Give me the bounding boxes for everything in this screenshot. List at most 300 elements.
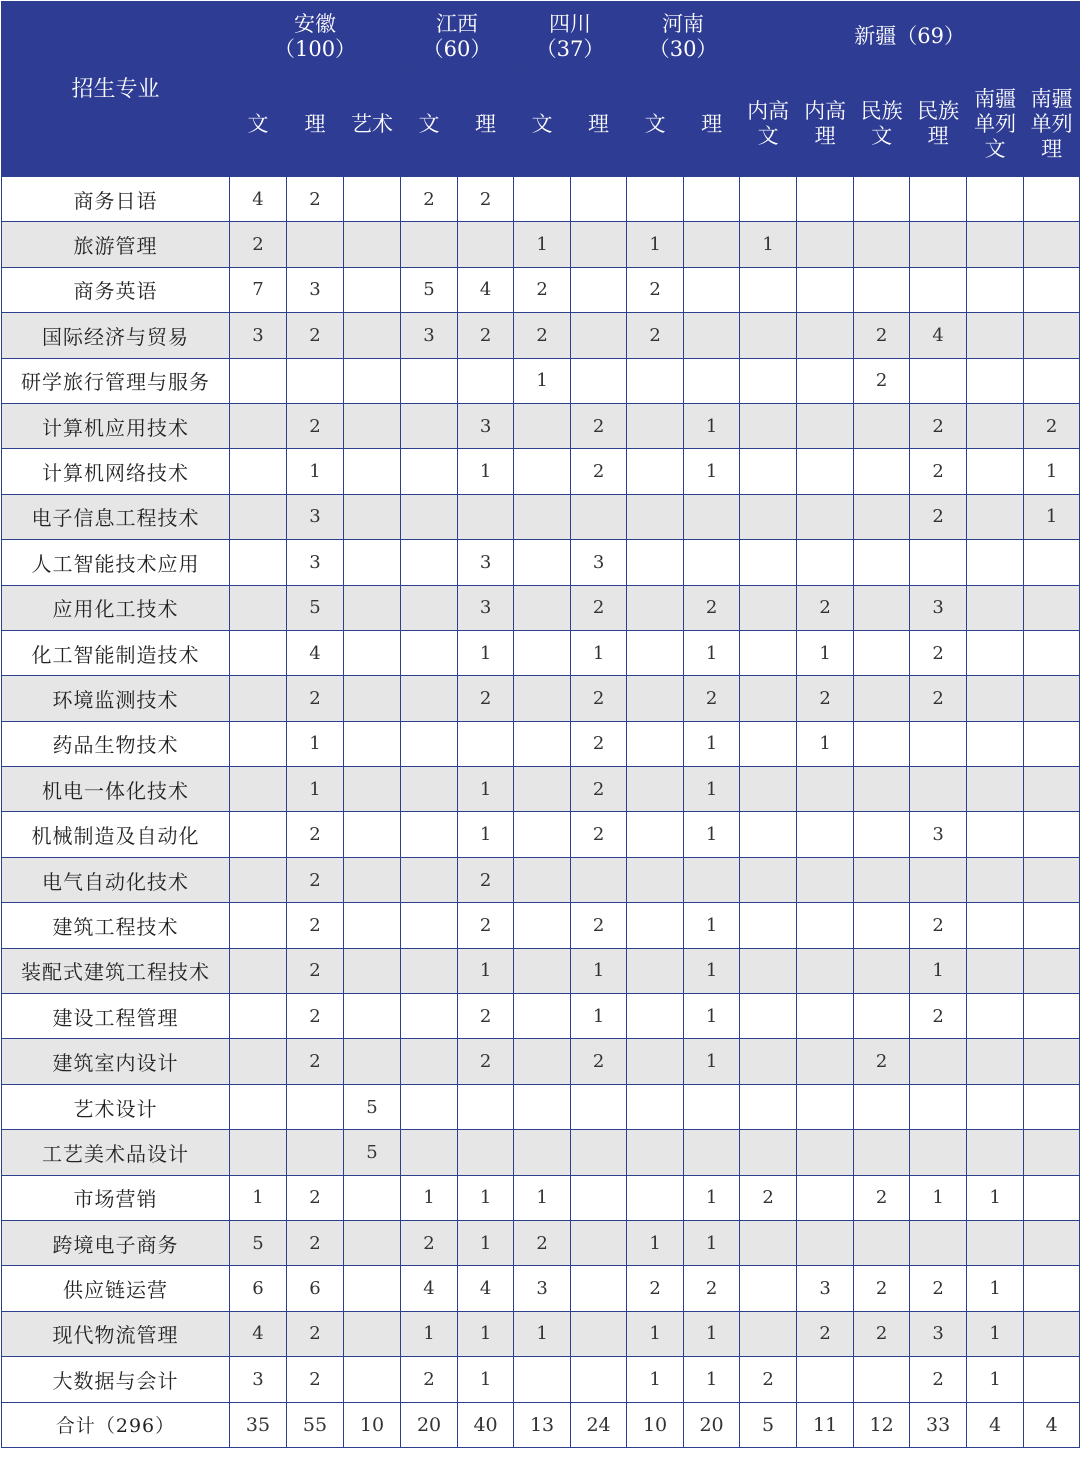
- quota-cell: 11: [797, 1402, 854, 1447]
- quota-cell: [344, 1266, 401, 1311]
- table-row: [2, 1175, 1080, 1220]
- total-row: [2, 1402, 1080, 1447]
- quota-cell: 1: [458, 449, 514, 494]
- quota-cell: [967, 177, 1024, 222]
- quota-cell: [854, 585, 910, 630]
- quota-cell: [740, 767, 797, 812]
- quota-cell: 2: [514, 267, 571, 312]
- subcolumn-header: 内高理: [797, 72, 854, 177]
- quota-cell: [401, 1130, 458, 1175]
- quota-cell: [627, 948, 684, 993]
- quota-cell: 3: [230, 1357, 287, 1402]
- quota-cell: [910, 222, 967, 267]
- quota-cell: 2: [684, 676, 740, 721]
- quota-cell: [571, 1130, 627, 1175]
- quota-cell: [627, 585, 684, 630]
- quota-cell: [344, 177, 401, 222]
- quota-cell: [230, 358, 287, 403]
- major-name-cell: 研学旅行管理与服务: [2, 358, 230, 403]
- quota-cell: 5: [344, 1084, 401, 1129]
- subcolumn-header: 文: [401, 72, 458, 177]
- quota-cell: [684, 358, 740, 403]
- major-name-cell: 药品生物技术: [2, 721, 230, 766]
- quota-cell: [740, 540, 797, 585]
- quota-cell: 1: [230, 1175, 287, 1220]
- quota-cell: [571, 358, 627, 403]
- quota-cell: [684, 1130, 740, 1175]
- quota-cell: [910, 857, 967, 902]
- quota-cell: [740, 494, 797, 539]
- quota-cell: [344, 1311, 401, 1356]
- quota-cell: [514, 1039, 571, 1084]
- quota-cell: 1: [797, 630, 854, 675]
- table-row: [2, 267, 1080, 312]
- quota-cell: [684, 1084, 740, 1129]
- quota-cell: 5: [401, 267, 458, 312]
- quota-cell: 2: [571, 767, 627, 812]
- quota-cell: [230, 403, 287, 448]
- quota-cell: [344, 1175, 401, 1220]
- quota-cell: [967, 948, 1024, 993]
- quota-cell: 1: [627, 1220, 684, 1265]
- quota-cell: 2: [458, 857, 514, 902]
- quota-cell: [967, 267, 1024, 312]
- quota-cell: 2: [627, 313, 684, 358]
- quota-cell: [797, 767, 854, 812]
- quota-cell: 2: [287, 177, 344, 222]
- quota-cell: [458, 1130, 514, 1175]
- quota-cell: [571, 494, 627, 539]
- quota-cell: [287, 222, 344, 267]
- table-body: [2, 177, 1080, 1448]
- quota-cell: 1: [684, 1357, 740, 1402]
- quota-cell: 2: [910, 403, 967, 448]
- province-quota: （100）: [273, 36, 357, 61]
- quota-cell: 3: [230, 313, 287, 358]
- quota-cell: 2: [287, 1039, 344, 1084]
- quota-cell: [740, 721, 797, 766]
- subcolumn-header: 理: [684, 72, 740, 177]
- quota-cell: 2: [627, 267, 684, 312]
- quota-cell: [627, 767, 684, 812]
- quota-cell: [797, 313, 854, 358]
- quota-cell: 1: [287, 767, 344, 812]
- quota-cell: [910, 1039, 967, 1084]
- quota-cell: 1: [458, 812, 514, 857]
- quota-cell: [571, 1266, 627, 1311]
- province-header-jiangxi: [401, 2, 514, 72]
- quota-cell: [401, 540, 458, 585]
- quota-cell: 1: [458, 1175, 514, 1220]
- quota-cell: 3: [910, 812, 967, 857]
- quota-cell: 2: [854, 358, 910, 403]
- quota-cell: [344, 948, 401, 993]
- quota-cell: 4: [967, 1402, 1024, 1447]
- quota-cell: [230, 948, 287, 993]
- quota-cell: 2: [458, 676, 514, 721]
- quota-cell: 2: [230, 222, 287, 267]
- quota-cell: 1: [627, 1357, 684, 1402]
- quota-cell: [854, 948, 910, 993]
- quota-cell: 1: [1024, 494, 1080, 539]
- major-name-cell: 商务英语: [2, 267, 230, 312]
- quota-cell: 2: [684, 585, 740, 630]
- quota-cell: 2: [287, 1175, 344, 1220]
- quota-cell: 1: [514, 1175, 571, 1220]
- quota-cell: [401, 630, 458, 675]
- major-name-cell: 艺术设计: [2, 1084, 230, 1129]
- major-name-cell: 建设工程管理: [2, 994, 230, 1039]
- quota-cell: [967, 1130, 1024, 1175]
- quota-cell: [854, 222, 910, 267]
- quota-cell: 1: [458, 948, 514, 993]
- quota-cell: [627, 540, 684, 585]
- quota-cell: [344, 630, 401, 675]
- quota-cell: [1024, 585, 1080, 630]
- major-name-cell: 建筑室内设计: [2, 1039, 230, 1084]
- quota-cell: 2: [854, 1311, 910, 1356]
- table-row: [2, 1357, 1080, 1402]
- quota-cell: [910, 1220, 967, 1265]
- quota-cell: [344, 676, 401, 721]
- major-name-cell: 工艺美术品设计: [2, 1130, 230, 1175]
- quota-cell: [684, 177, 740, 222]
- quota-cell: 4: [910, 313, 967, 358]
- quota-cell: [514, 857, 571, 902]
- quota-cell: [401, 676, 458, 721]
- quota-cell: 1: [571, 948, 627, 993]
- quota-cell: [1024, 1311, 1080, 1356]
- quota-cell: 1: [910, 948, 967, 993]
- quota-cell: [230, 994, 287, 1039]
- quota-cell: 2: [571, 812, 627, 857]
- quota-cell: [458, 1084, 514, 1129]
- quota-cell: [1024, 1175, 1080, 1220]
- quota-cell: [514, 540, 571, 585]
- quota-cell: [571, 1220, 627, 1265]
- subcolumn-header: 文: [230, 72, 287, 177]
- quota-cell: 2: [854, 313, 910, 358]
- quota-cell: [967, 358, 1024, 403]
- quota-cell: 2: [910, 494, 967, 539]
- quota-cell: 1: [684, 994, 740, 1039]
- quota-cell: [514, 403, 571, 448]
- quota-cell: [910, 721, 967, 766]
- major-name-cell: 跨境电子商务: [2, 1220, 230, 1265]
- quota-cell: [854, 676, 910, 721]
- major-name-cell: 装配式建筑工程技术: [2, 948, 230, 993]
- table-row: [2, 857, 1080, 902]
- quota-cell: [458, 494, 514, 539]
- table-row: [2, 994, 1080, 1039]
- quota-cell: 20: [401, 1402, 458, 1447]
- quota-cell: 1: [967, 1175, 1024, 1220]
- province-name: 江西: [436, 11, 479, 36]
- quota-cell: 4: [458, 267, 514, 312]
- quota-cell: [684, 857, 740, 902]
- quota-cell: [401, 1084, 458, 1129]
- quota-cell: [514, 1357, 571, 1402]
- quota-cell: [514, 721, 571, 766]
- quota-cell: [797, 1039, 854, 1084]
- quota-cell: 6: [230, 1266, 287, 1311]
- quota-cell: [797, 540, 854, 585]
- subcolumn-header: 民族文: [854, 72, 910, 177]
- quota-cell: [344, 313, 401, 358]
- table-row: [2, 1130, 1080, 1175]
- table-row: [2, 1311, 1080, 1356]
- quota-cell: 2: [287, 1311, 344, 1356]
- quota-cell: [967, 540, 1024, 585]
- table-row: [2, 812, 1080, 857]
- quota-cell: [230, 540, 287, 585]
- quota-cell: [401, 857, 458, 902]
- quota-cell: 1: [627, 222, 684, 267]
- quota-cell: 2: [571, 676, 627, 721]
- quota-cell: [684, 540, 740, 585]
- quota-cell: [627, 1039, 684, 1084]
- quota-cell: 1: [910, 1175, 967, 1220]
- quota-cell: [627, 994, 684, 1039]
- quota-cell: 2: [684, 1266, 740, 1311]
- quota-cell: [967, 222, 1024, 267]
- quota-cell: 1: [514, 222, 571, 267]
- quota-cell: [910, 1130, 967, 1175]
- quota-cell: [571, 1357, 627, 1402]
- quota-cell: [967, 767, 1024, 812]
- quota-cell: 2: [287, 313, 344, 358]
- quota-cell: [910, 358, 967, 403]
- quota-cell: [344, 1039, 401, 1084]
- quota-cell: [627, 358, 684, 403]
- province-header-xinjiang: [740, 2, 1080, 72]
- quota-cell: [854, 449, 910, 494]
- quota-cell: 2: [458, 994, 514, 1039]
- quota-cell: [740, 267, 797, 312]
- quota-cell: [740, 676, 797, 721]
- quota-cell: 2: [627, 1266, 684, 1311]
- quota-cell: [571, 222, 627, 267]
- quota-cell: [571, 1175, 627, 1220]
- quota-cell: [1024, 1084, 1080, 1129]
- quota-cell: 1: [514, 1311, 571, 1356]
- quota-cell: [344, 449, 401, 494]
- quota-cell: [230, 585, 287, 630]
- quota-cell: [967, 812, 1024, 857]
- quota-cell: [401, 903, 458, 948]
- quota-cell: [1024, 994, 1080, 1039]
- quota-cell: [627, 812, 684, 857]
- quota-cell: [1024, 267, 1080, 312]
- major-name-cell: 化工智能制造技术: [2, 630, 230, 675]
- quota-cell: 1: [684, 1039, 740, 1084]
- quota-cell: 1: [458, 1220, 514, 1265]
- quota-cell: 2: [854, 1266, 910, 1311]
- table-row: [2, 1039, 1080, 1084]
- quota-cell: [1024, 812, 1080, 857]
- quota-cell: 2: [458, 903, 514, 948]
- quota-cell: 3: [571, 540, 627, 585]
- major-name-cell: 机械制造及自动化: [2, 812, 230, 857]
- quota-cell: 4: [458, 1266, 514, 1311]
- table-header: [2, 2, 1080, 177]
- quota-cell: [401, 1039, 458, 1084]
- quota-cell: [230, 1039, 287, 1084]
- quota-cell: [797, 494, 854, 539]
- quota-cell: 1: [458, 1357, 514, 1402]
- quota-cell: [740, 630, 797, 675]
- quota-cell: 2: [910, 903, 967, 948]
- quota-cell: [514, 676, 571, 721]
- quota-cell: 1: [797, 721, 854, 766]
- quota-cell: [854, 812, 910, 857]
- subcolumn-header: 艺术: [344, 72, 401, 177]
- quota-cell: [740, 1084, 797, 1129]
- quota-cell: 2: [287, 812, 344, 857]
- quota-cell: [740, 903, 797, 948]
- quota-cell: 1: [967, 1357, 1024, 1402]
- quota-cell: 1: [967, 1311, 1024, 1356]
- quota-cell: [797, 903, 854, 948]
- quota-cell: 40: [458, 1402, 514, 1447]
- quota-cell: [344, 903, 401, 948]
- quota-cell: [797, 994, 854, 1039]
- quota-cell: [854, 767, 910, 812]
- quota-cell: [740, 1220, 797, 1265]
- quota-cell: 2: [910, 1266, 967, 1311]
- subcolumn-header: 内高文: [740, 72, 797, 177]
- quota-cell: [740, 358, 797, 403]
- table-row: [2, 358, 1080, 403]
- quota-cell: 1: [684, 1311, 740, 1356]
- table-row: [2, 449, 1080, 494]
- quota-cell: [967, 313, 1024, 358]
- quota-cell: 2: [854, 1175, 910, 1220]
- quota-cell: [627, 1130, 684, 1175]
- quota-cell: 2: [458, 177, 514, 222]
- quota-cell: [514, 449, 571, 494]
- quota-cell: 1: [571, 630, 627, 675]
- quota-cell: 2: [910, 676, 967, 721]
- quota-cell: [514, 767, 571, 812]
- quota-cell: [910, 767, 967, 812]
- quota-cell: [797, 1357, 854, 1402]
- quota-cell: [1024, 1039, 1080, 1084]
- quota-cell: [684, 494, 740, 539]
- table-row: [2, 630, 1080, 675]
- quota-cell: 5: [230, 1220, 287, 1265]
- quota-cell: 2: [401, 1357, 458, 1402]
- quota-cell: 3: [287, 267, 344, 312]
- quota-cell: 1: [458, 767, 514, 812]
- quota-cell: 3: [910, 1311, 967, 1356]
- quota-cell: [684, 267, 740, 312]
- quota-cell: [230, 857, 287, 902]
- quota-cell: 2: [287, 1220, 344, 1265]
- quota-cell: [797, 1130, 854, 1175]
- quota-cell: 10: [344, 1402, 401, 1447]
- quota-cell: [1024, 721, 1080, 766]
- province-quota: （37）: [535, 36, 605, 61]
- table-row: [2, 494, 1080, 539]
- quota-cell: [514, 903, 571, 948]
- quota-cell: [797, 1220, 854, 1265]
- quota-cell: [458, 721, 514, 766]
- table-row: [2, 222, 1080, 267]
- quota-cell: [1024, 222, 1080, 267]
- quota-cell: [627, 721, 684, 766]
- quota-cell: [740, 812, 797, 857]
- quota-cell: 2: [458, 313, 514, 358]
- province-name: 新疆: [854, 24, 897, 48]
- quota-cell: [344, 721, 401, 766]
- quota-cell: 2: [401, 177, 458, 222]
- table-row: [2, 1220, 1080, 1265]
- table-row: [2, 767, 1080, 812]
- quota-cell: [797, 358, 854, 403]
- quota-cell: [627, 177, 684, 222]
- quota-cell: [854, 403, 910, 448]
- table-row: [2, 403, 1080, 448]
- quota-cell: 1: [571, 994, 627, 1039]
- major-name-cell: 计算机网络技术: [2, 449, 230, 494]
- quota-cell: 2: [571, 403, 627, 448]
- quota-cell: [967, 721, 1024, 766]
- quota-cell: 3: [514, 1266, 571, 1311]
- quota-cell: [344, 857, 401, 902]
- quota-cell: [740, 948, 797, 993]
- quota-cell: 2: [797, 1311, 854, 1356]
- quota-cell: [287, 1130, 344, 1175]
- quota-cell: [230, 721, 287, 766]
- quota-cell: 3: [287, 540, 344, 585]
- quota-cell: [401, 812, 458, 857]
- quota-cell: [797, 403, 854, 448]
- quota-cell: [740, 857, 797, 902]
- quota-cell: [854, 1357, 910, 1402]
- quota-cell: [1024, 1130, 1080, 1175]
- quota-cell: 1: [967, 1266, 1024, 1311]
- quota-cell: 2: [287, 994, 344, 1039]
- quota-cell: [514, 994, 571, 1039]
- subcolumn-header: 理: [287, 72, 344, 177]
- quota-cell: [401, 358, 458, 403]
- quota-cell: [571, 177, 627, 222]
- quota-cell: [740, 1039, 797, 1084]
- quota-cell: 1: [401, 1311, 458, 1356]
- quota-cell: 1: [684, 1175, 740, 1220]
- quota-cell: 4: [287, 630, 344, 675]
- major-name-cell: 大数据与会计: [2, 1357, 230, 1402]
- quota-cell: [1024, 676, 1080, 721]
- quota-cell: 2: [1024, 403, 1080, 448]
- quota-cell: [344, 222, 401, 267]
- quota-cell: [571, 267, 627, 312]
- quota-cell: [740, 403, 797, 448]
- subcolumn-header: 南疆单列文: [967, 72, 1024, 177]
- quota-cell: [854, 1130, 910, 1175]
- quota-cell: 4: [1024, 1402, 1080, 1447]
- table-row: [2, 1266, 1080, 1311]
- quota-cell: [740, 449, 797, 494]
- quota-cell: 2: [797, 676, 854, 721]
- quota-cell: [910, 267, 967, 312]
- quota-cell: [344, 767, 401, 812]
- quota-cell: [854, 903, 910, 948]
- quota-cell: [514, 177, 571, 222]
- province-header-henan: [627, 2, 740, 72]
- quota-cell: 3: [401, 313, 458, 358]
